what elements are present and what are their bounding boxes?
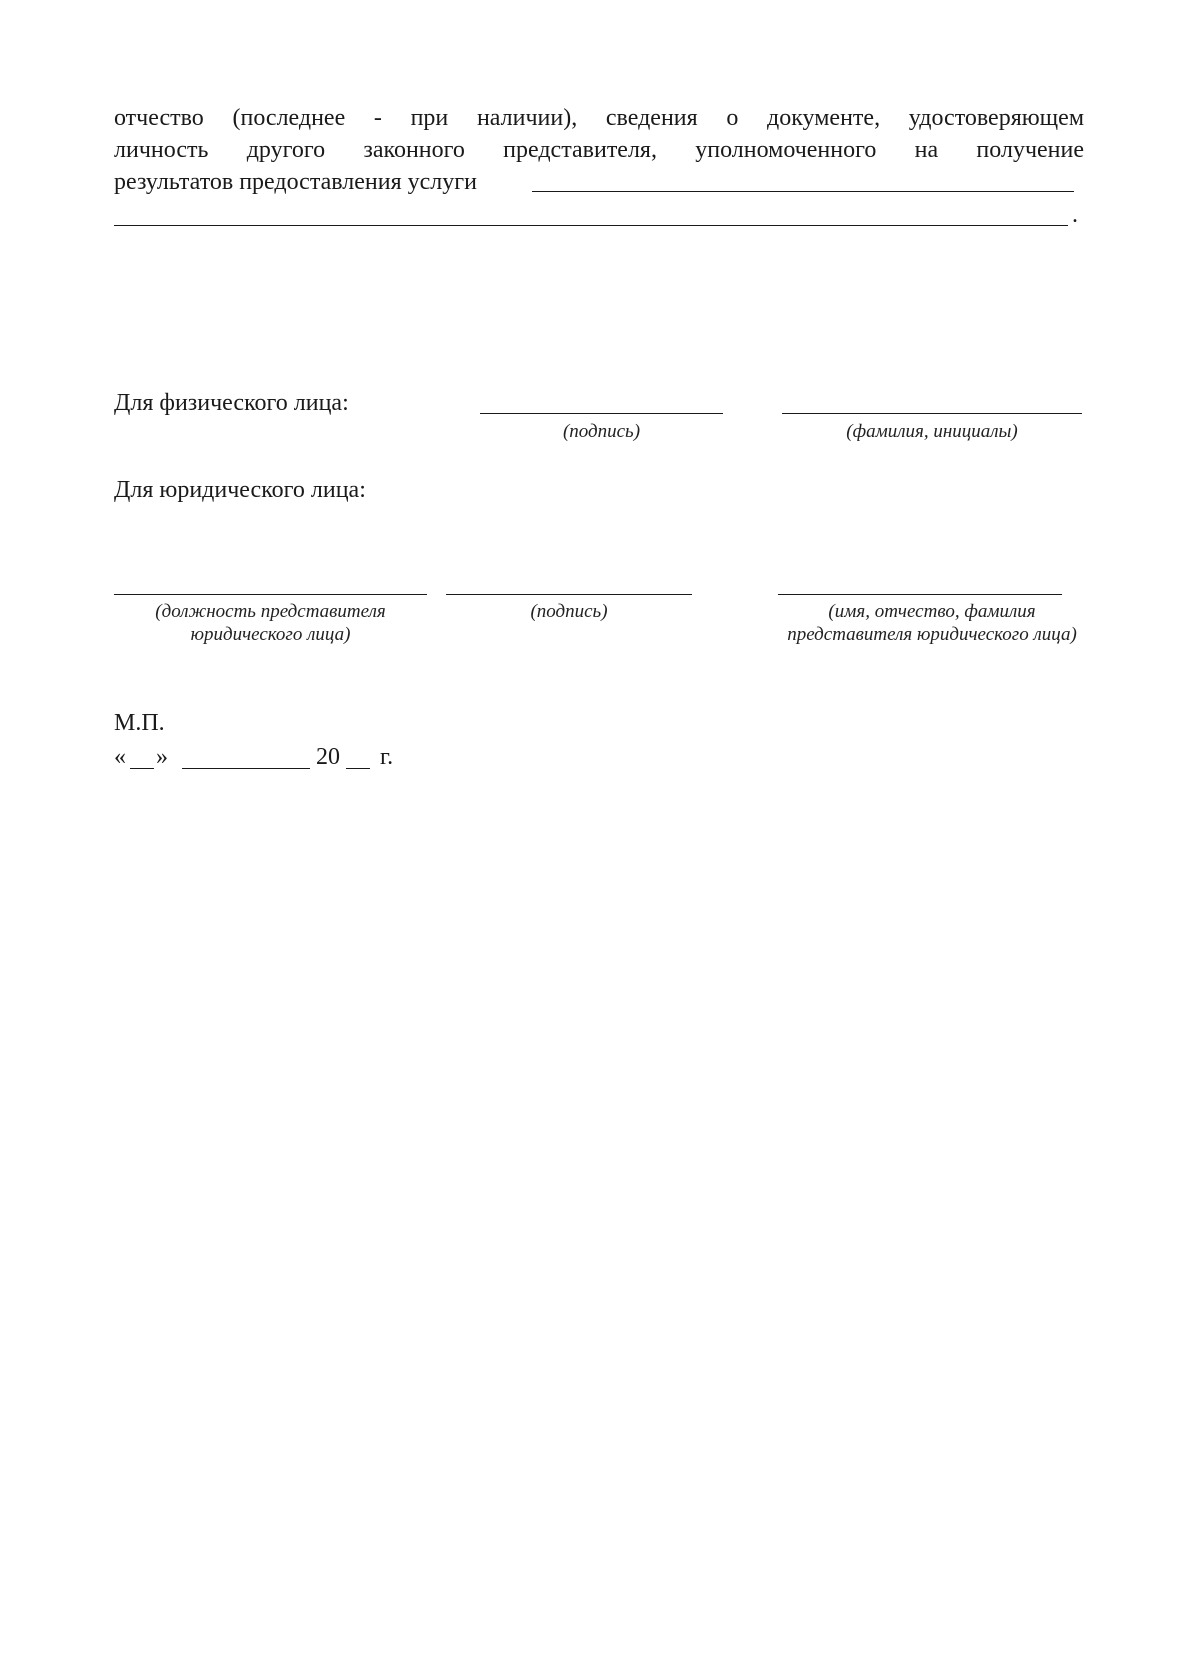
individual-signature-line[interactable] [480, 413, 723, 414]
individual-signature-caption: (подпись) [562, 421, 641, 442]
services-result-blank-line-2[interactable] [114, 225, 1068, 226]
individual-name-line[interactable] [782, 413, 1082, 414]
legal-name-caption: (имя, отчество, фамилия представителя юридического лица) [787, 601, 1077, 645]
stamp-label: М.П. [114, 710, 165, 736]
paragraph-line-1: отчество (последнее - при наличии), сведения о документе, удостоверяющем [114, 105, 1084, 131]
date-year-blank[interactable] [346, 768, 370, 769]
date-open-quote: « [114, 744, 126, 770]
legal-name-line[interactable] [778, 594, 1062, 595]
date-month-blank[interactable] [182, 768, 310, 769]
services-result-blank-line-1[interactable] [532, 191, 1074, 192]
legal-signature-caption: (подпись) [530, 601, 608, 622]
individual-name-caption: (фамилия, инициалы) [846, 421, 1018, 442]
individual-label: Для физического лица: [114, 390, 349, 416]
paragraph-line-2: личность другого законного представителя, уполномоченного на получение [114, 137, 1084, 163]
date-year-suffix: г. [380, 744, 394, 770]
date-day-blank[interactable] [130, 768, 154, 769]
legal-position-line[interactable] [114, 594, 427, 595]
date-year-prefix: 20 [316, 744, 340, 770]
date-close-quote: » [156, 744, 168, 770]
legal-signature-line[interactable] [446, 594, 692, 595]
paragraph-line-3: результатов предоставления услуги [114, 169, 477, 195]
legal-position-caption: (должность представителя юридического лица) [155, 601, 386, 645]
paragraph-end-period: . [1072, 202, 1078, 228]
legal-entity-label: Для юридического лица: [114, 477, 366, 503]
